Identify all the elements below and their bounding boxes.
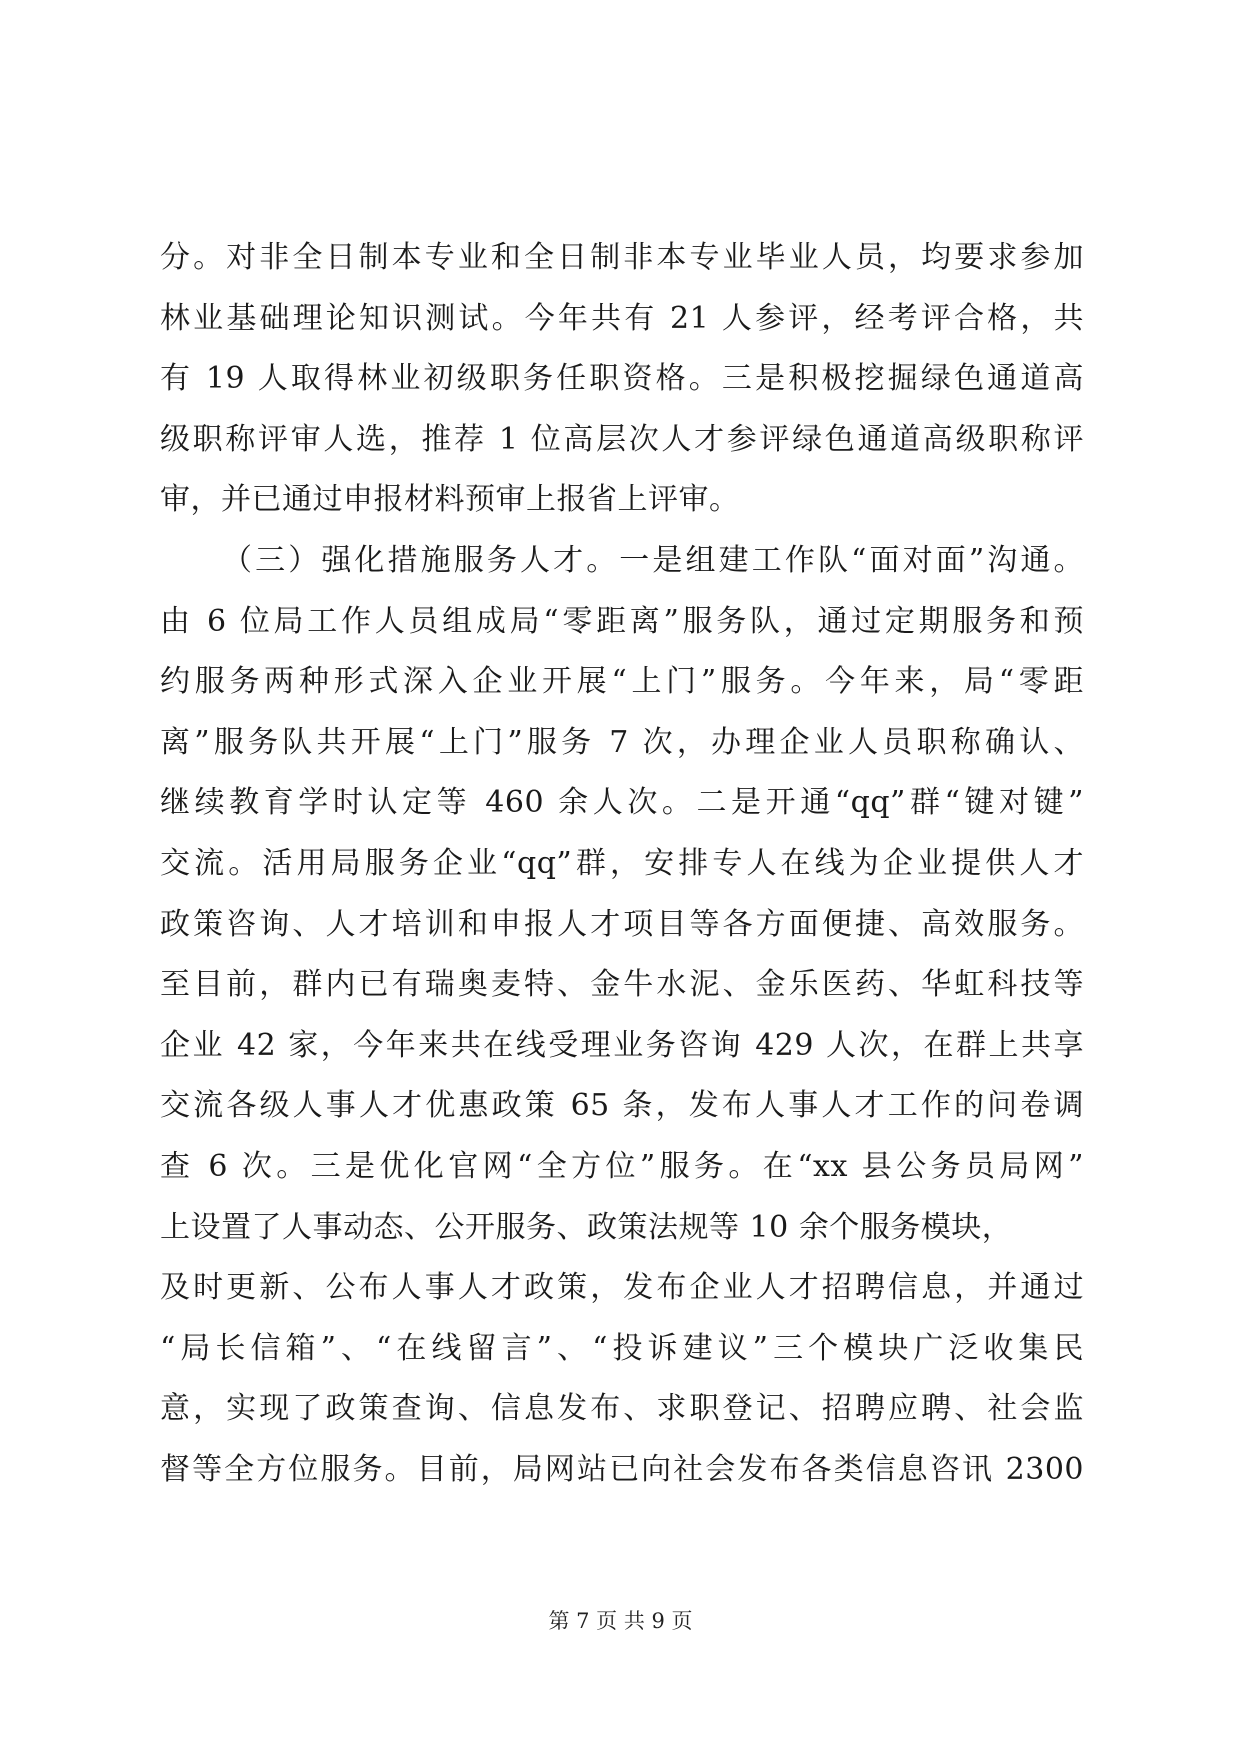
- text-line: 有 19 人取得林业初级职务任职资格。三是积极挖掘绿色通道高: [160, 361, 1084, 397]
- text-line: 林业基础理论知识测试。今年共有 21 人参评，经考评合格，共: [160, 300, 1084, 336]
- page-number-footer: 第 7 页 共 9 页: [548, 1609, 693, 1633]
- text-line: 督等全方位服务。目前，局网站已向社会发布各类信息咨讯 2300: [160, 1451, 1084, 1487]
- text-line: 约服务两种形式深入企业开展“上门”服务。今年来，局“零距: [160, 664, 1084, 700]
- text-line: 分。对非全日制本专业和全日制非本专业毕业人员，均要求参加: [160, 240, 1084, 275]
- text-line: 级职称评审人选，推荐 1 位高层次人才参评绿色通道高级职称评: [160, 421, 1084, 457]
- text-line: 政策咨询、人才培训和申报人才项目等各方面便捷、高效服务。: [160, 906, 1084, 942]
- section-heading-line: （三）强化措施服务人才。一是组建工作队“面对面”沟通。: [222, 542, 1084, 578]
- text-line: 上设置了人事动态、公开服务、政策法规等 10 余个服务模块，: [160, 1209, 1013, 1245]
- text-line: 交流。活用局服务企业“qq”群，安排专人在线为企业提供人才: [160, 845, 1084, 881]
- text-line: 企业 42 家，今年来共在线受理业务咨询 429 人次，在群上共享: [160, 1027, 1084, 1063]
- text-line: 继续教育学时认定等 460 余人次。二是开通“qq”群“键对键”: [160, 785, 1084, 821]
- text-line: 由 6 位局工作人员组成局“零距离”服务队，通过定期服务和预: [160, 603, 1084, 639]
- body-text: [160, 228, 1084, 1500]
- text-line: 查 6 次。三是优化官网“全方位”服务。在“xx 县公务员局网”: [160, 1148, 1084, 1184]
- text-line: 至目前，群内已有瑞奥麦特、金牛水泥、金乐医药、华虹科技等: [160, 967, 1084, 1003]
- text-line: 离”服务队共开展“上门”服务 7 次，办理企业人员职称确认、: [160, 724, 1084, 760]
- text-line: 交流各级人事人才优惠政策 65 条，发布人事人才工作的问卷调: [160, 1088, 1084, 1124]
- text-line: 审，并已通过申报材料预审上报省上评审。: [160, 482, 740, 518]
- text-line: 意，实现了政策查询、信息发布、求职登记、招聘应聘、社会监: [160, 1391, 1084, 1427]
- text-line: 及时更新、公布人事人才政策，发布企业人才招聘信息，并通过: [160, 1270, 1084, 1306]
- text-line: “局长信箱”、“在线留言”、“投诉建议”三个模块广泛收集民: [160, 1330, 1084, 1366]
